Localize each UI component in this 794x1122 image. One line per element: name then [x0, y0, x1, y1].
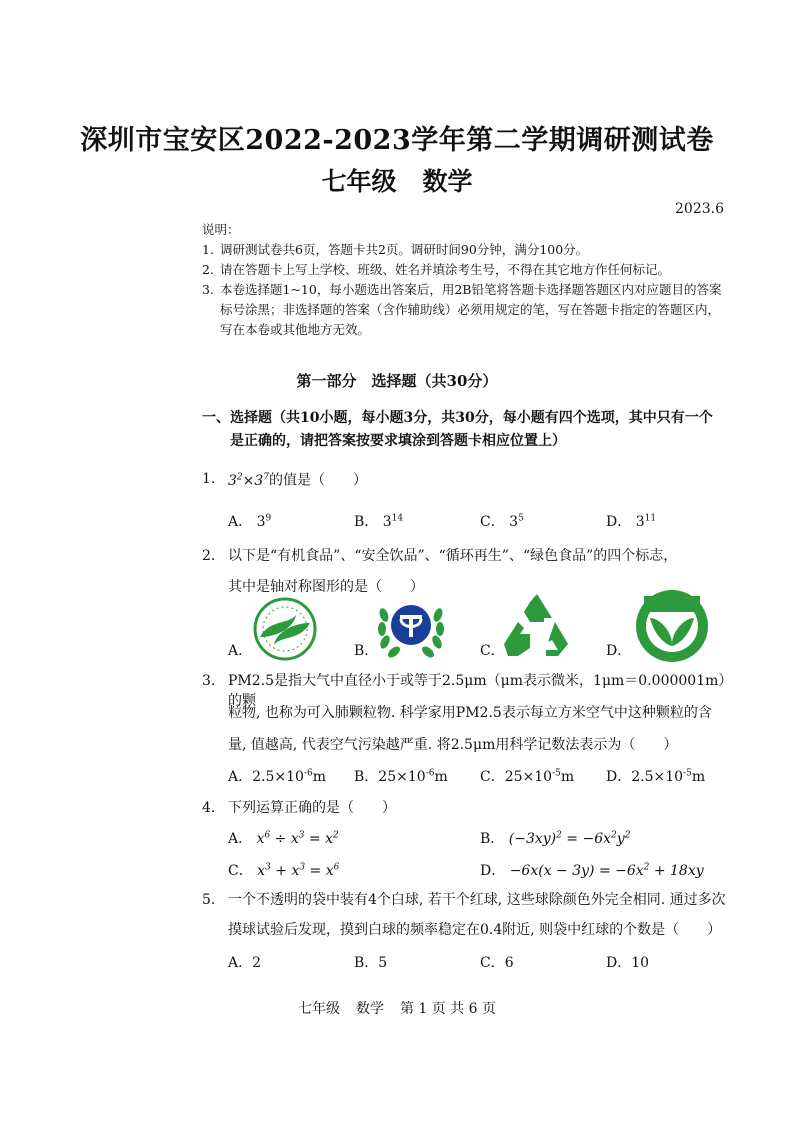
- option-b[interactable]: B．: [354, 643, 379, 659]
- option-b[interactable]: B． $3^{14}$: [354, 513, 404, 530]
- option-d[interactable]: D．10: [606, 955, 650, 971]
- option-d[interactable]: D．: [606, 643, 632, 659]
- option-c[interactable]: C．: [480, 643, 505, 659]
- option-d[interactable]: D．$2.5\times 10^{-5}m$: [606, 768, 706, 785]
- recycle-logo-icon: [500, 592, 574, 662]
- exam-date: 2023.6: [675, 201, 724, 217]
- grade-label: 七年级: [321, 167, 397, 196]
- instructions: [202, 220, 732, 340]
- subject-label: 数学: [422, 167, 473, 196]
- option-a[interactable]: A． $3^9$: [228, 513, 272, 530]
- option-d[interactable]: D． $3^{11}$: [606, 513, 657, 530]
- instruction-item: 3. 本卷选择题1~10，每小题选出答案后，用2B铅笔将答题卡选择题答题区内对应题目的答案标号涂黑；非选择题的答案（含作辅助线）必须用规定的笔，写在答题卡指定的答题区内，写在本卷或其他地方无效。: [202, 282, 722, 337]
- option-b[interactable]: B．$25\times 10^{-6}m$: [354, 768, 448, 785]
- question-number: 2.: [202, 548, 216, 564]
- organic-food-logo-icon: [248, 597, 322, 661]
- grade-subject-title: [0, 162, 794, 198]
- option-a[interactable]: A．$2.5\times 10^{-6}m$: [228, 768, 326, 785]
- instruction-item: 1. 调研测试卷共6页，答题卡共2页。调研时间90分钟，满分100分。: [202, 242, 589, 257]
- option-a[interactable]: A． $x^6 \div x^3 = x^2$: [228, 830, 339, 847]
- question-stem: $3^2\times 3^7$的值是（ ）: [228, 472, 368, 489]
- safe-drink-logo-icon: [376, 595, 446, 661]
- question-number: 3.: [202, 673, 216, 689]
- green-food-logo-icon: [634, 588, 710, 664]
- option-c[interactable]: C． $x^3 + x^3 = x^6$: [228, 862, 340, 879]
- question-number: 5.: [202, 892, 216, 908]
- part-one-heading: 第一部分 选择题（共30分）: [296, 372, 498, 390]
- option-a[interactable]: A．: [228, 643, 253, 659]
- option-d[interactable]: D． $-6x(x - 3y) = -6x^2 + 18xy$: [480, 862, 704, 879]
- option-b[interactable]: B．5: [354, 955, 388, 971]
- page-footer: 七年级 数学 第 1 页 共 6 页: [297, 1001, 497, 1017]
- page-number: 第 1 页 共 6 页: [399, 1001, 497, 1017]
- option-a[interactable]: A．2: [228, 955, 262, 971]
- section-heading: 一、选择题（共10小题，每小题3分，共30分，每小题有四个选项，其中只有一个 是正确的，请把答案按要求填涂到答题卡相应位置上）: [202, 410, 713, 449]
- page-title: 深圳市宝安区2022-2023学年第二学期调研测试卷: [80, 125, 714, 156]
- option-c[interactable]: C． $3^5$: [480, 513, 524, 530]
- instruction-item: 2. 请在答题卡上写上学校、班级、姓名并填涂考生号，不得在其它地方作任何标记。: [202, 262, 671, 277]
- option-c[interactable]: C．$25\times 10^{-5}m$: [480, 768, 575, 785]
- instructions-label: 说明：: [202, 222, 240, 237]
- question-number: 1.: [202, 471, 216, 487]
- option-b[interactable]: B． $(-3xy)^2 = -6x^2y^2$: [480, 830, 631, 847]
- option-c[interactable]: C．6: [480, 955, 514, 971]
- question-number: 4.: [202, 800, 216, 816]
